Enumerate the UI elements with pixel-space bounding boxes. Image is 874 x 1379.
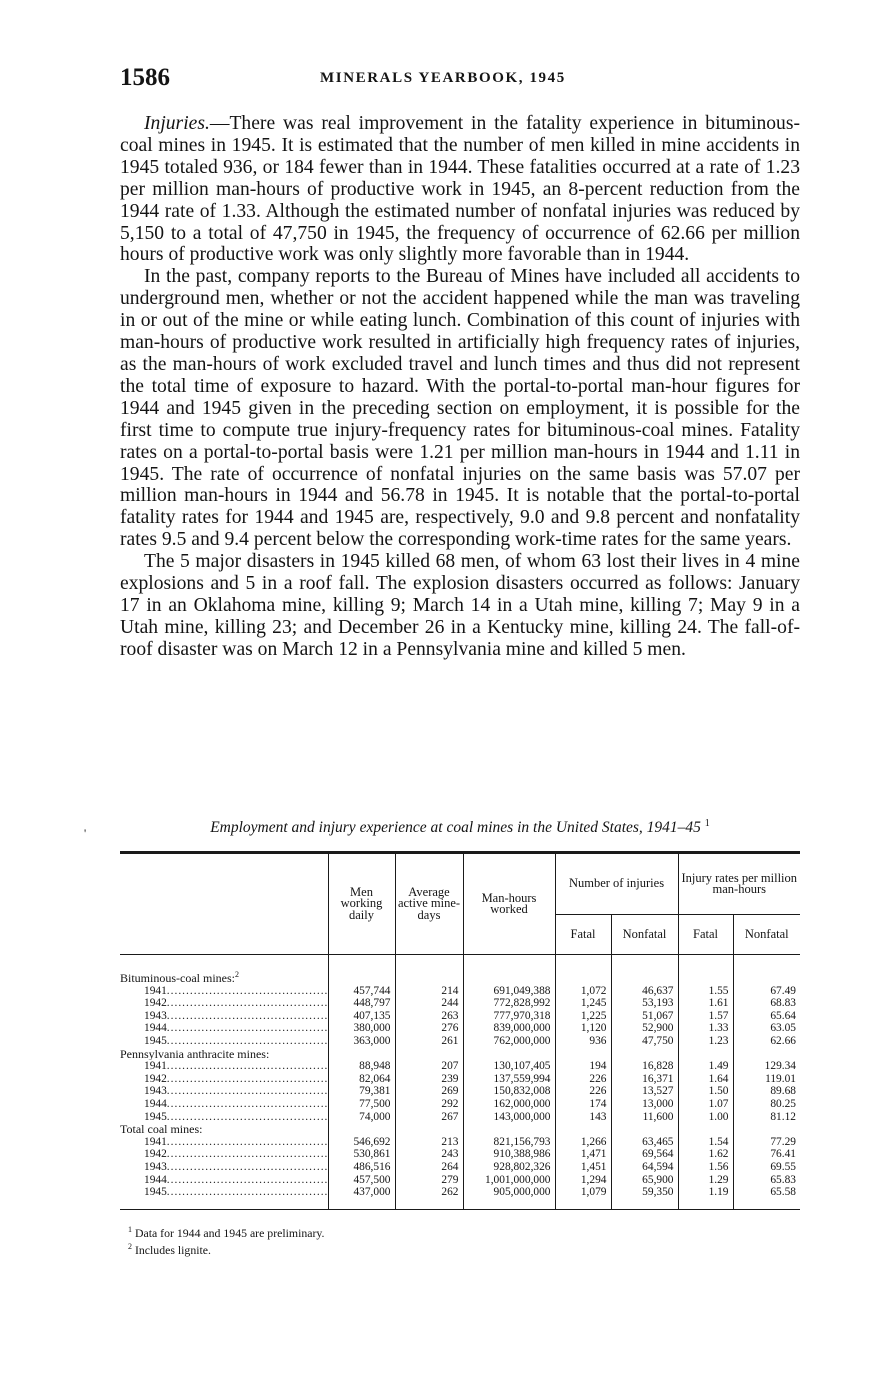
table-row: 1945 ..... 437,000 262 905,000,000 1,079 59,350 1.19 65.58 — [120, 1186, 800, 1209]
group-row-bituminous — [120, 955, 800, 985]
stray-mark: ' — [84, 826, 87, 840]
col-rates-fatal: Fatal — [678, 915, 733, 955]
paragraph-injuries — [120, 113, 800, 266]
col-injury-rates: Injury rates per million man-hours — [678, 853, 800, 915]
table-row: 1944 ..... 380,000 276 839,000,000 1,120 52,900 1.33 63.05 — [120, 1022, 800, 1035]
col-number-of-injuries: Number of injuries — [555, 853, 678, 915]
group-label: Total coal mines: — [120, 1123, 203, 1136]
paragraph-lead: Injuries. — [144, 113, 210, 134]
table-row: 1943 ..... 486,516 264 928,802,326 1,451 64,594 1.56 69.55 — [120, 1161, 800, 1174]
paragraph-text: —There was real improvement in the fatality experience in bituminous-coal mines in 1945. It is estimated that the number of men killed in mine accidents in 1945 totaled 936, or 184 fewer than in 1944. These fatalities occurred at a rate of 1.23 per million man-hours of productive work in 1945, an 8-percent reduction from the 1944 rate of 1.33. Although the estimated number of nonfatal injuries was reduced by 5,150 to a total of 47,750 in 1945, the frequency of occurrence of 62.66 per million hours of productive work was only slightly more favorable than in 1944. — [120, 113, 800, 266]
col-injuries-nonfatal: Nonfatal — [611, 915, 678, 955]
group-row-anthracite — [120, 1048, 800, 1061]
table-row: 1945 ..... 363,000 261 762,000,000 936 47,750 1.23 62.66 — [120, 1035, 800, 1048]
col-average-active-mine-days: Average active mine-days — [395, 853, 463, 955]
group-label: Bituminous-coal mines:$^2$ — [120, 970, 239, 985]
table-row: 1942 ..... 530,861 243 910,388,986 1,471 69,564 1.62 76.41 — [120, 1148, 800, 1161]
table-row: 1943 ..... 407,135 263 777,970,318 1,225 51,067 1.57 65.64 — [120, 1010, 800, 1023]
table-caption — [120, 818, 800, 837]
group-label: Pennsylvania anthracite mines: — [120, 1047, 270, 1061]
table-row: 1942 ..... 448,797 244 772,828,992 1,245 53,193 1.61 68.83 — [120, 997, 800, 1010]
table-row: 1941 ..... 88,948 207 130,107,405 194 16,828 1.49 129.34 — [120, 1060, 800, 1073]
col-man-hours-worked: Man-hours worked — [463, 853, 555, 955]
running-head: MINERALS YEARBOOK, 1945 — [320, 70, 566, 86]
footnotes — [128, 1223, 325, 1258]
page-number: 1586 — [120, 64, 170, 91]
table-row: 1944 ..... 77,500 292 162,000,000 174 13,000 1.07 80.25 — [120, 1098, 800, 1111]
body-text — [120, 113, 800, 661]
col-injuries-fatal: Fatal — [555, 915, 611, 955]
footnote-1: $^1$ Data for 1944 and 1945 are preliminary. — [128, 1225, 325, 1240]
table-row: 1944 ..... 457,500 279 1,001,000,000 1,294 65,900 1.29 65.83 — [120, 1174, 800, 1187]
col-rates-nonfatal: Nonfatal — [733, 915, 800, 955]
caption-text: Employment and injury experience at coal mines in the United States, 1941–45 — [210, 819, 701, 837]
table-row: 1942 ..... 82,064 239 137,559,994 226 16,371 1.64 119.01 — [120, 1073, 800, 1086]
footnote-2: $^2$ Includes lignite. — [128, 1242, 211, 1258]
page-header — [120, 64, 800, 96]
col-men-working-daily: Men working daily — [328, 853, 395, 955]
injury-table — [120, 851, 800, 1210]
table-row: 1945 ..... 74,000 267 143,000,000 143 11,600 1.00 81.12 — [120, 1111, 800, 1124]
table-row: 1941 ..... 546,692 213 821,156,793 1,266 63,465 1.54 77.29 — [120, 1136, 800, 1149]
table-row: 1941 ..... 457,744 214 691,049,388 1,072 46,637 1.55 67.49 — [120, 985, 800, 998]
stub-header — [120, 853, 328, 955]
table-row: 1943 ..... 79,381 269 150,832,008 226 13,527 1.50 89.68 — [120, 1085, 800, 1098]
paragraph-portal-to-portal: In the past, company reports to the Bureau of Mines have included all accidents to underground men, whether or not the accident happened while the man was traveling in or out of the mine or while eating lunch. Combination of this count of injuries with man-hours of productive work resulted in artificially high frequency rates of injuries, as the man-hours of work excluded travel and lunch times and thus did not represent the total time of exposure to hazard. With the portal-to-portal man-hour figures for 1944 and 1945 given in the preceding section on employment, it is possible for the first time to compute true injury-frequency rates for bituminous-coal mines. Fatality rates on a portal-to-portal basis were 1.21 per million man-hours in 1944 and 1.11 in 1945. The rate of occurrence of nonfatal injuries on the same basis was 57.07 per million man-hours in 1944 and 56.78 in 1945. It is notable that the portal-to-portal fatality rates for 1944 and 1945 are, respectively, 9.0 and 9.8 percent and nonfatality rates 9.5 and 9.4 percent below the corresponding work-time rates for the same years. — [120, 266, 800, 551]
group-row-total — [120, 1123, 800, 1136]
caption-footnote-ref: 1 — [704, 818, 710, 829]
paragraph-disasters: The 5 major disasters in 1945 killed 68 men, of whom 63 lost their lives in 4 mine explosions and 5 in a roof fall. The explosion disasters occurred as follows: January 17 in an Oklahoma mine, killing 9; March 14 in a Utah mine, killing 7; May 9 in a Utah mine, killing 23; and December 26 in a Kentucky mine, killing 24. The fall-of-roof disaster was on March 12 in a Pennsylvania mine and killed 5 men. — [120, 551, 800, 660]
